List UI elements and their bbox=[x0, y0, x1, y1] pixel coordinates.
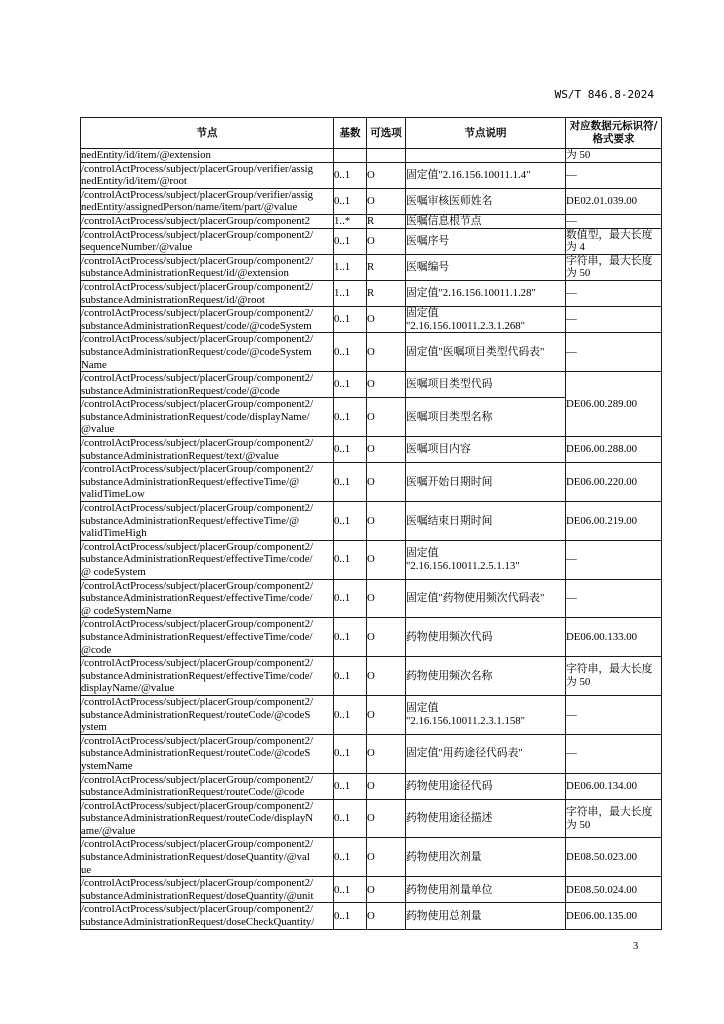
description-line: 医嘱结束日期时间 bbox=[406, 514, 493, 527]
column-header-data-element-line: 对应数据元标识符/ bbox=[569, 120, 658, 132]
description-line: 药物使用频次名称 bbox=[406, 669, 493, 682]
table-header bbox=[81, 118, 662, 149]
node-path-line: substanceAdministrationRequest/doseQuantity/@val bbox=[81, 851, 310, 864]
page-number: 3 bbox=[633, 941, 639, 952]
table-row bbox=[81, 877, 662, 903]
node-path-cell bbox=[81, 799, 334, 838]
description-line: 固定值"医嘱项目类型代码表" bbox=[406, 345, 545, 358]
node-path-line: substanceAdministrationRequest/effectiveTime/code/ bbox=[81, 553, 313, 566]
optionality-cell: O bbox=[367, 657, 406, 696]
cardinality-cell: 1..* bbox=[334, 214, 367, 228]
description-line: 固定值 bbox=[406, 307, 439, 320]
table-row bbox=[81, 307, 662, 333]
table-row bbox=[81, 773, 662, 799]
table-row bbox=[81, 437, 662, 463]
description-line: 医嘱项目类型代码 bbox=[406, 378, 493, 391]
optionality-cell: O bbox=[367, 579, 406, 618]
description-line: 药物使用次剂量 bbox=[406, 851, 482, 864]
node-path-line: @value bbox=[81, 423, 115, 436]
description-line: "2.16.156.10011.2.5.1.13" bbox=[406, 559, 520, 572]
node-path-cell bbox=[81, 280, 334, 306]
node-path-cell bbox=[81, 618, 334, 657]
data-element-cell bbox=[566, 903, 662, 929]
node-path-line: substanceAdministrationRequest/routeCode/@codeS bbox=[81, 747, 311, 760]
optionality-cell: O bbox=[367, 437, 406, 463]
description-cell bbox=[406, 188, 566, 214]
description-line: "2.16.156.10011.2.3.1.158" bbox=[406, 714, 526, 727]
optionality-cell: O bbox=[367, 903, 406, 929]
node-path-line: @ codeSystemName bbox=[81, 604, 172, 617]
cardinality-cell: 0..1 bbox=[334, 618, 367, 657]
data-element-cell bbox=[566, 695, 662, 734]
cardinality-cell: 1..1 bbox=[334, 254, 367, 280]
node-path-line: ystemName bbox=[81, 759, 133, 772]
data-element-line: DE06.00.289.00 bbox=[566, 397, 638, 410]
data-element-cell bbox=[566, 214, 662, 228]
cardinality-cell: 0..1 bbox=[334, 307, 367, 333]
data-element-cell bbox=[566, 162, 662, 188]
node-path-line: ystem bbox=[81, 721, 107, 734]
node-path-line: /controlActProcess/subject/placerGroup/component2/ bbox=[81, 372, 314, 385]
description-cell bbox=[406, 502, 566, 541]
cardinality-cell: 0..1 bbox=[334, 877, 367, 903]
node-path-cell bbox=[81, 437, 334, 463]
cardinality-cell: 0..1 bbox=[334, 437, 367, 463]
node-path-line: /controlActProcess/subject/placerGroup/component2/ bbox=[81, 838, 314, 851]
node-path-line: validTimeHigh bbox=[81, 527, 147, 540]
table-row bbox=[81, 540, 662, 579]
table-row bbox=[81, 254, 662, 280]
cardinality-cell: 0..1 bbox=[334, 734, 367, 773]
node-path-line: /controlActProcess/subject/placerGroup/component2/ bbox=[81, 773, 314, 786]
description-cell bbox=[406, 657, 566, 696]
data-element-line: 为 50 bbox=[566, 818, 591, 831]
column-header-node: 节点 bbox=[81, 118, 334, 149]
description-cell bbox=[406, 280, 566, 306]
node-path-line: substanceAdministrationRequest/routeCode/displayN bbox=[81, 812, 314, 825]
data-element-cell bbox=[566, 579, 662, 618]
description-line: 药物使用频次代码 bbox=[406, 630, 493, 643]
description-line: 药物使用途径代码 bbox=[406, 779, 493, 792]
table-row bbox=[81, 579, 662, 618]
cardinality-cell: 0..1 bbox=[334, 773, 367, 799]
cardinality-cell: 0..1 bbox=[334, 162, 367, 188]
data-element-cell bbox=[566, 188, 662, 214]
node-path-line: substanceAdministrationRequest/code/@codeSystem bbox=[81, 319, 312, 332]
node-path-line: /controlActProcess/subject/placerGroup/component2/ bbox=[81, 333, 314, 346]
data-element-cell bbox=[566, 799, 662, 838]
node-path-cell bbox=[81, 773, 334, 799]
node-path-line: /controlActProcess/subject/placerGroup/component2/ bbox=[81, 398, 314, 411]
description-line: 固定值 bbox=[406, 702, 439, 715]
node-path-line: Name bbox=[81, 358, 107, 371]
description-line: 医嘱序号 bbox=[406, 234, 450, 247]
node-path-line: substanceAdministrationRequest/effectiveTime/@ bbox=[81, 514, 300, 527]
data-element-line: DE06.00.220.00 bbox=[566, 475, 638, 488]
description-line: 固定值 bbox=[406, 547, 439, 560]
cardinality-cell: 0..1 bbox=[334, 799, 367, 838]
cardinality-cell bbox=[334, 149, 367, 163]
optionality-cell: R bbox=[367, 280, 406, 306]
cardinality-cell: 0..1 bbox=[334, 228, 367, 254]
node-path-line: /controlActProcess/subject/placerGroup/component2/ bbox=[81, 463, 314, 476]
cardinality-cell: 0..1 bbox=[334, 188, 367, 214]
data-element-line: — bbox=[566, 747, 577, 760]
description-cell bbox=[406, 903, 566, 929]
description-line: 药物使用剂量单位 bbox=[406, 883, 493, 896]
node-path-cell bbox=[81, 540, 334, 579]
node-path-line: /controlActProcess/subject/placerGroup/component2/ bbox=[81, 734, 314, 747]
description-cell bbox=[406, 734, 566, 773]
data-element-cell bbox=[566, 877, 662, 903]
cardinality-cell: 0..1 bbox=[334, 540, 367, 579]
data-element-line: DE06.00.288.00 bbox=[566, 443, 638, 456]
table-row bbox=[81, 734, 662, 773]
optionality-cell: O bbox=[367, 734, 406, 773]
description-cell bbox=[406, 437, 566, 463]
data-element-line: DE02.01.039.00 bbox=[566, 195, 638, 208]
data-element-line: 为 50 bbox=[566, 676, 591, 689]
optionality-cell: O bbox=[367, 799, 406, 838]
optionality-cell: R bbox=[367, 214, 406, 228]
node-path-line: /controlActProcess/subject/placerGroup/component2 bbox=[81, 214, 311, 227]
node-path-line: /controlActProcess/subject/placerGroup/component2/ bbox=[81, 540, 314, 553]
node-path-line: substanceAdministrationRequest/text/@value bbox=[81, 449, 279, 462]
cardinality-cell: 0..1 bbox=[334, 579, 367, 618]
table-row bbox=[81, 214, 662, 228]
node-path-line: nedEntity/assignedPerson/name/item/part/@value bbox=[81, 201, 298, 214]
data-element-line: DE06.00.135.00 bbox=[566, 909, 638, 922]
description-line: 医嘱项目类型名称 bbox=[406, 410, 493, 423]
description-line: 固定值"2.16.156.10011.1.4" bbox=[406, 168, 531, 181]
node-path-line: /controlActProcess/subject/placerGroup/component2/ bbox=[81, 437, 314, 450]
optionality-cell: O bbox=[367, 333, 406, 372]
table-row bbox=[81, 502, 662, 541]
node-path-line: substanceAdministrationRequest/routeCode/@codeS bbox=[81, 708, 311, 721]
node-path-line: /controlActProcess/subject/placerGroup/component2/ bbox=[81, 877, 314, 890]
data-element-cell bbox=[566, 502, 662, 541]
data-element-line: 为 4 bbox=[566, 241, 585, 254]
data-element-line: 为 50 bbox=[566, 267, 591, 280]
node-path-cell bbox=[81, 903, 334, 929]
node-path-cell bbox=[81, 372, 334, 398]
description-line: 医嘱审核医师姓名 bbox=[406, 195, 493, 208]
description-cell bbox=[406, 773, 566, 799]
data-element-line: — bbox=[566, 214, 577, 227]
table-row bbox=[81, 618, 662, 657]
data-element-cell bbox=[566, 372, 662, 437]
optionality-cell: O bbox=[367, 502, 406, 541]
optionality-cell: O bbox=[367, 877, 406, 903]
description-cell bbox=[406, 618, 566, 657]
cardinality-cell: 0..1 bbox=[334, 333, 367, 372]
description-line: 固定值"2.16.156.10011.1.28" bbox=[406, 287, 536, 300]
table-row bbox=[81, 903, 662, 929]
data-element-line: DE08.50.024.00 bbox=[566, 883, 638, 896]
node-path-cell bbox=[81, 307, 334, 333]
table-row bbox=[81, 188, 662, 214]
description-line: 医嘱项目内容 bbox=[406, 443, 471, 456]
node-path-line: substanceAdministrationRequest/id/@root bbox=[81, 293, 265, 306]
table-row bbox=[81, 372, 662, 398]
description-cell bbox=[406, 799, 566, 838]
column-header-data-element bbox=[566, 118, 662, 149]
node-path-cell bbox=[81, 333, 334, 372]
node-path-line: /controlActProcess/subject/placerGroup/component2/ bbox=[81, 579, 314, 592]
cardinality-cell: 0..1 bbox=[334, 398, 367, 437]
node-path-line: substanceAdministrationRequest/doseQuantity/@unit bbox=[81, 889, 314, 902]
description-line: 医嘱编号 bbox=[406, 261, 450, 274]
node-path-line: substanceAdministrationRequest/effectiveTime/code/ bbox=[81, 630, 313, 643]
data-element-line: 字符串，最大长度 bbox=[566, 254, 653, 267]
node-path-cell bbox=[81, 398, 334, 437]
node-path-cell bbox=[81, 695, 334, 734]
node-path-line: /controlActProcess/subject/placerGroup/verifier/assig bbox=[81, 188, 314, 201]
node-path-line: substanceAdministrationRequest/effectiveTime/code/ bbox=[81, 669, 313, 682]
node-path-cell bbox=[81, 579, 334, 618]
node-path-line: nedEntity/id/item/@root bbox=[81, 175, 187, 188]
data-element-cell bbox=[566, 773, 662, 799]
node-path-line: /controlActProcess/subject/placerGroup/component2/ bbox=[81, 280, 314, 293]
data-element-line: — bbox=[566, 168, 577, 181]
column-header-cardinality: 基数 bbox=[334, 118, 367, 149]
document-code: WS/T 846.8-2024 bbox=[554, 88, 654, 101]
data-element-line: DE06.00.134.00 bbox=[566, 779, 638, 792]
data-element-line: — bbox=[566, 345, 577, 358]
data-element-cell bbox=[566, 618, 662, 657]
data-element-cell bbox=[566, 437, 662, 463]
node-definition-table bbox=[80, 117, 662, 930]
optionality-cell: O bbox=[367, 398, 406, 437]
node-path-line: /controlActProcess/subject/placerGroup/component2/ bbox=[81, 657, 314, 670]
data-element-line: 字符串，最大长度 bbox=[566, 805, 653, 818]
node-path-line: substanceAdministrationRequest/code/displayName/ bbox=[81, 410, 310, 423]
cardinality-cell: 0..1 bbox=[334, 657, 367, 696]
node-path-line: /controlActProcess/subject/placerGroup/component2/ bbox=[81, 307, 314, 320]
optionality-cell: O bbox=[367, 372, 406, 398]
optionality-cell: O bbox=[367, 695, 406, 734]
optionality-cell: O bbox=[367, 162, 406, 188]
optionality-cell: O bbox=[367, 773, 406, 799]
table-row bbox=[81, 463, 662, 502]
node-path-line: /controlActProcess/subject/placerGroup/component2/ bbox=[81, 695, 314, 708]
table-body bbox=[81, 149, 662, 930]
table-row bbox=[81, 799, 662, 838]
table-row bbox=[81, 838, 662, 877]
optionality-cell: O bbox=[367, 838, 406, 877]
node-path-line: ame/@value bbox=[81, 824, 136, 837]
description-cell bbox=[406, 877, 566, 903]
node-path-cell bbox=[81, 188, 334, 214]
description-line: 医嘱开始日期时间 bbox=[406, 475, 493, 488]
cardinality-cell: 0..1 bbox=[334, 903, 367, 929]
node-path-line: /controlActProcess/subject/placerGroup/verifier/assig bbox=[81, 162, 314, 175]
data-element-cell bbox=[566, 657, 662, 696]
table-row bbox=[81, 695, 662, 734]
data-element-line: DE06.00.219.00 bbox=[566, 514, 638, 527]
node-path-cell bbox=[81, 162, 334, 188]
data-element-line: 为 50 bbox=[566, 149, 591, 161]
description-cell bbox=[406, 463, 566, 502]
node-path-line: /controlActProcess/subject/placerGroup/component2/ bbox=[81, 799, 314, 812]
table-row bbox=[81, 228, 662, 254]
node-path-line: @ codeSystem bbox=[81, 566, 146, 578]
table-row bbox=[81, 657, 662, 696]
data-element-cell bbox=[566, 540, 662, 579]
optionality-cell: O bbox=[367, 540, 406, 579]
cardinality-cell: 0..1 bbox=[334, 463, 367, 502]
description-cell bbox=[406, 254, 566, 280]
description-cell bbox=[406, 162, 566, 188]
data-element-line: — bbox=[566, 313, 577, 326]
table-row bbox=[81, 280, 662, 306]
node-path-line: /controlActProcess/subject/placerGroup/component2/ bbox=[81, 254, 314, 267]
description-line: 医嘱信息根节点 bbox=[406, 214, 482, 227]
optionality-cell: O bbox=[367, 188, 406, 214]
node-path-cell bbox=[81, 877, 334, 903]
table-row bbox=[81, 149, 662, 163]
description-cell bbox=[406, 540, 566, 579]
data-element-cell bbox=[566, 228, 662, 254]
optionality-cell: O bbox=[367, 618, 406, 657]
node-path-cell bbox=[81, 214, 334, 228]
description-cell bbox=[406, 214, 566, 228]
cardinality-cell: 0..1 bbox=[334, 838, 367, 877]
table-row bbox=[81, 333, 662, 372]
description-line: "2.16.156.10011.2.3.1.268" bbox=[406, 319, 526, 332]
data-element-cell bbox=[566, 280, 662, 306]
description-line: 药物使用途径描述 bbox=[406, 812, 493, 825]
node-path-line: /controlActProcess/subject/placerGroup/component2/ bbox=[81, 903, 314, 916]
node-path-line: nedEntity/id/item/@extension bbox=[81, 149, 211, 161]
data-element-cell bbox=[566, 307, 662, 333]
node-path-cell bbox=[81, 149, 334, 163]
column-header-description: 节点说明 bbox=[406, 118, 566, 149]
node-path-line: substanceAdministrationRequest/id/@extension bbox=[81, 267, 289, 280]
optionality-cell bbox=[367, 149, 406, 163]
table-row bbox=[81, 162, 662, 188]
node-path-line: /controlActProcess/subject/placerGroup/component2/ bbox=[81, 228, 314, 241]
data-element-cell bbox=[566, 463, 662, 502]
description-cell bbox=[406, 398, 566, 437]
description-cell bbox=[406, 838, 566, 877]
data-element-cell bbox=[566, 333, 662, 372]
data-element-cell bbox=[566, 838, 662, 877]
node-path-line: substanceAdministrationRequest/routeCode/@code bbox=[81, 786, 305, 799]
description-line: 药物使用总剂量 bbox=[406, 909, 482, 922]
data-element-line: — bbox=[566, 592, 577, 605]
node-path-line: validTimeLow bbox=[81, 488, 145, 501]
optionality-cell: O bbox=[367, 228, 406, 254]
data-element-cell bbox=[566, 149, 662, 163]
data-element-line: 数值型，最大长度 bbox=[566, 228, 653, 241]
node-path-line: substanceAdministrationRequest/code/@codeSystem bbox=[81, 345, 312, 358]
data-element-line: — bbox=[566, 708, 577, 721]
node-path-line: sequenceNumber/@value bbox=[81, 241, 193, 254]
data-element-line: — bbox=[566, 287, 577, 300]
node-path-cell bbox=[81, 254, 334, 280]
node-path-line: substanceAdministrationRequest/doseCheckQuantity/ bbox=[81, 916, 315, 929]
data-element-line: DE06.00.133.00 bbox=[566, 630, 638, 643]
description-cell bbox=[406, 228, 566, 254]
data-element-line: 字符串，最大长度 bbox=[566, 663, 653, 676]
description-cell bbox=[406, 695, 566, 734]
cardinality-cell: 0..1 bbox=[334, 502, 367, 541]
optionality-cell: R bbox=[367, 254, 406, 280]
node-path-line: ue bbox=[81, 863, 92, 876]
description-cell bbox=[406, 333, 566, 372]
cardinality-cell: 0..1 bbox=[334, 695, 367, 734]
node-path-line: substanceAdministrationRequest/effectiveTime/@ bbox=[81, 475, 300, 488]
description-cell bbox=[406, 307, 566, 333]
optionality-cell: O bbox=[367, 463, 406, 502]
node-path-line: @code bbox=[81, 643, 112, 656]
node-path-cell bbox=[81, 734, 334, 773]
column-header-optionality: 可选项 bbox=[367, 118, 406, 149]
description-line: 固定值"用药途径代码表" bbox=[406, 747, 523, 760]
description-cell bbox=[406, 149, 566, 163]
node-path-line: substanceAdministrationRequest/effectiveTime/code/ bbox=[81, 592, 313, 605]
description-cell bbox=[406, 579, 566, 618]
node-path-line: /controlActProcess/subject/placerGroup/component2/ bbox=[81, 618, 314, 631]
node-path-cell bbox=[81, 228, 334, 254]
node-path-line: displayName/@value bbox=[81, 682, 175, 695]
cardinality-cell: 1..1 bbox=[334, 280, 367, 306]
cardinality-cell: 0..1 bbox=[334, 372, 367, 398]
node-path-line: /controlActProcess/subject/placerGroup/component2/ bbox=[81, 502, 314, 515]
node-path-cell bbox=[81, 838, 334, 877]
data-element-line: DE08.50.023.00 bbox=[566, 851, 638, 864]
column-header-data-element-line: 格式要求 bbox=[592, 133, 635, 145]
header-row bbox=[81, 118, 662, 149]
description-line: 固定值"药物使用频次代码表" bbox=[406, 592, 545, 605]
description-cell bbox=[406, 372, 566, 398]
data-element-cell bbox=[566, 254, 662, 280]
node-path-line: substanceAdministrationRequest/code/@code bbox=[81, 384, 280, 397]
optionality-cell: O bbox=[367, 307, 406, 333]
node-path-cell bbox=[81, 502, 334, 541]
data-element-cell bbox=[566, 734, 662, 773]
data-element-line: — bbox=[566, 553, 577, 566]
node-path-cell bbox=[81, 657, 334, 696]
node-path-cell bbox=[81, 463, 334, 502]
